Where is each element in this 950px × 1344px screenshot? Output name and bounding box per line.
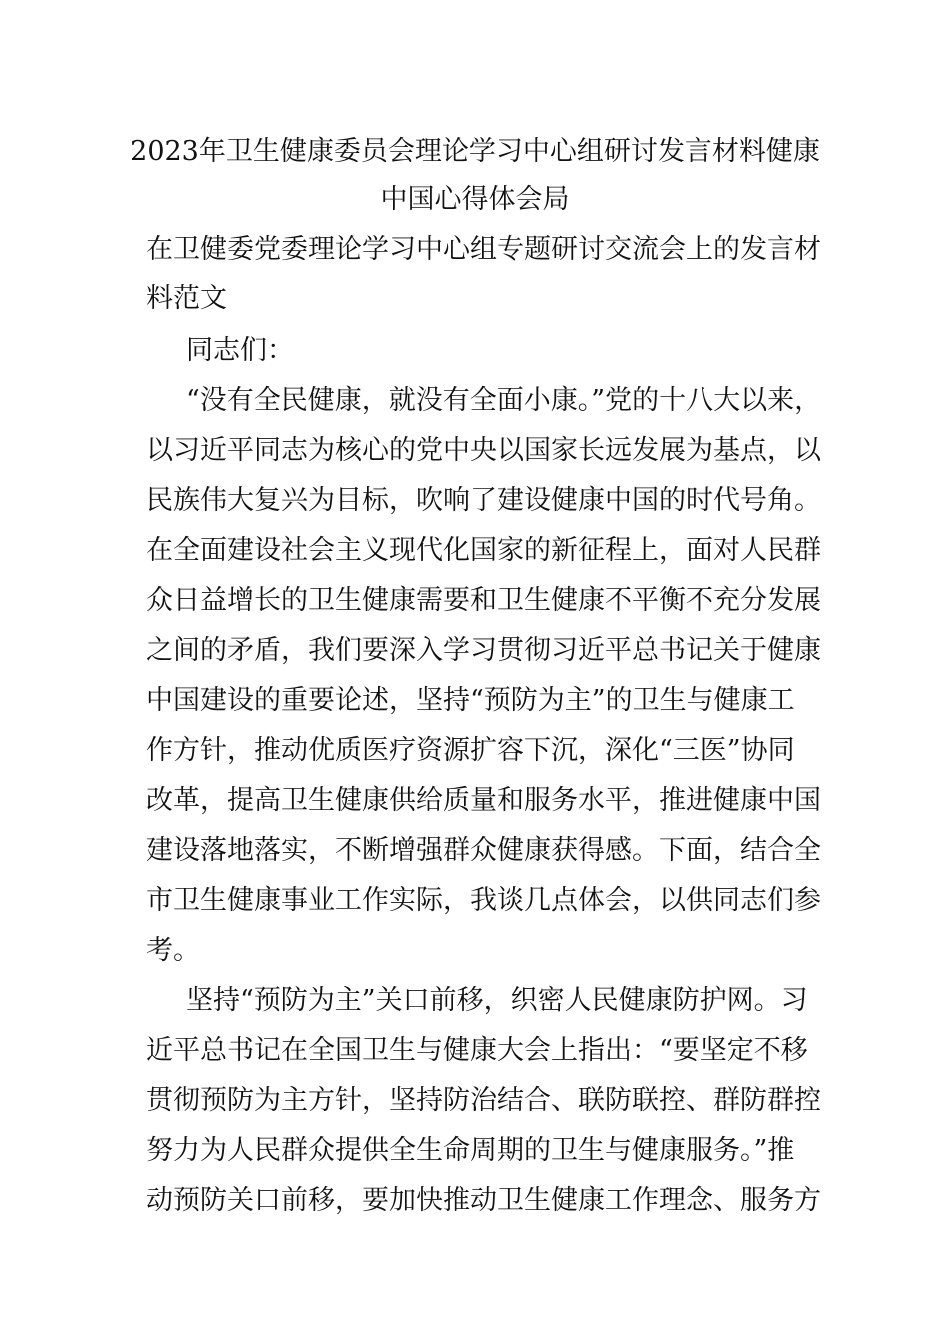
paragraph-1-line: 作方针，推动优质医疗资源扩容下沉，深化“三医”协同 <box>146 735 795 766</box>
paragraph-1-line: 民族伟大复兴为目标，吹响了建设健康中国的时代号角。 <box>146 485 821 516</box>
subtitle-line-1: 在卫健委党委理论学习中心组专题研讨交流会上的发言材 <box>146 234 821 265</box>
paragraph-2-line: 近平总书记在全国卫生与健康大会上指出：“要坚定不移 <box>146 1035 808 1066</box>
paragraph-1-line: 考。 <box>146 935 200 966</box>
salutation: 同志们： <box>186 335 294 366</box>
paragraph-1-line: 在全面建设社会主义现代化国家的新征程上，面对人民群 <box>146 535 821 566</box>
paragraph-1-line: 建设落地落实，不断增强群众健康获得感。下面，结合全 <box>146 835 821 866</box>
document-title-line-1: 2023年卫生健康委员会理论学习中心组研讨发言材料健康 <box>130 136 820 167</box>
paragraph-1-line: “没有全民健康，就没有全面小康。”党的十八大以来， <box>186 385 822 416</box>
paragraph-2-line: 贯彻预防为主方针，坚持防治结合、联防联控、群防群控 <box>146 1085 821 1116</box>
paragraph-1-line: 市卫生健康事业工作实际，我谈几点体会，以供同志们参 <box>146 885 821 916</box>
document-title-line-2: 中国心得体会局 <box>380 184 570 215</box>
paragraph-2-line: 动预防关口前移，要加快推动卫生健康工作理念、服务方 <box>146 1185 821 1216</box>
paragraph-1-line: 以习近平同志为核心的党中央以国家长远发展为基点，以 <box>146 435 821 466</box>
paragraph-2-line: 坚持“预防为主”关口前移，织密人民健康防护网。习 <box>186 985 808 1016</box>
paragraph-1-line: 中国建设的重要论述，坚持“预防为主”的卫生与健康工 <box>146 685 795 716</box>
paragraph-1-line: 之间的矛盾，我们要深入学习贯彻习近平总书记关于健康 <box>146 635 821 666</box>
paragraph-1-line: 众日益增长的卫生健康需要和卫生健康不平衡不充分发展 <box>146 585 821 616</box>
paragraph-1-line: 改革，提高卫生健康供给质量和服务水平，推进健康中国 <box>146 785 821 816</box>
paragraph-2-line: 努力为人民群众提供全生命周期的卫生与健康服务。”推 <box>146 1135 795 1166</box>
subtitle-line-2: 料范文 <box>146 283 227 314</box>
